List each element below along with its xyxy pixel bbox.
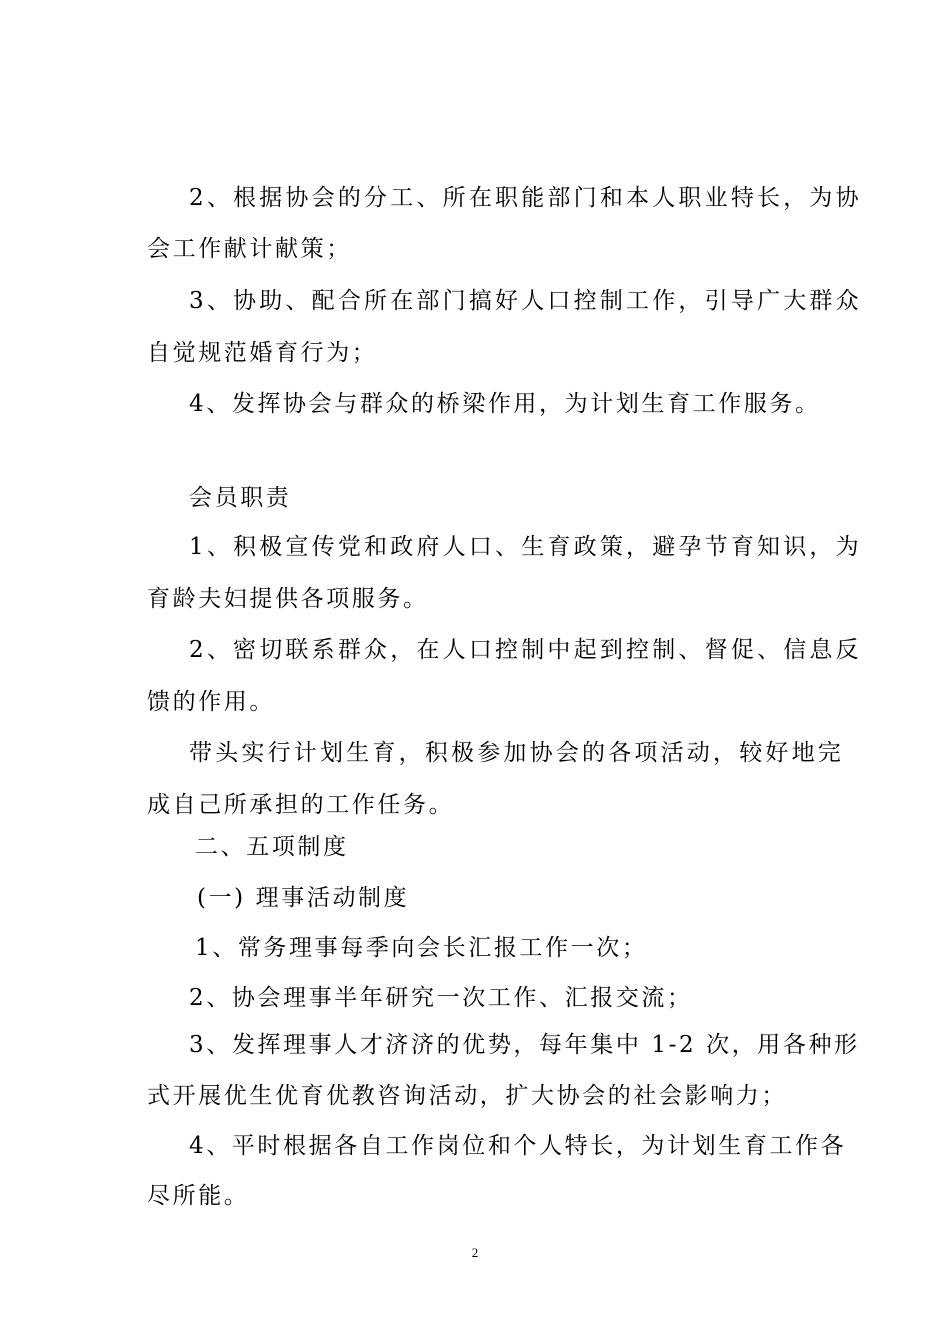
- paragraph-line: 2、协会理事半年研究一次工作、汇报交流；: [189, 985, 693, 1011]
- paragraph-line: 1、常务理事每季向会长汇报工作一次；: [195, 935, 648, 961]
- subsection-heading: (一) 理事活动制度: [197, 885, 410, 911]
- paragraph-line: 自觉规范婚育行为；: [147, 340, 378, 366]
- paragraph-line: 2、根据协会的分工、所在职能部门和本人职业特长，为协: [189, 185, 862, 211]
- paragraph-line: 带头实行计划生育，积极参加协会的各项活动，较好地完: [189, 740, 844, 766]
- paragraph-line: 1、积极宣传党和政府人口、生育政策，避孕节育知识，为: [189, 534, 862, 560]
- paragraph-line: 3、发挥理事人才济济的优势，每年集中 1-2 次，用各种形: [189, 1032, 860, 1058]
- section-heading: 二、五项制度: [195, 834, 349, 860]
- paragraph-line: 馈的作用。: [147, 689, 275, 715]
- paragraph-line: 式开展优生优育优教咨询活动，扩大协会的社会影响力；: [147, 1083, 787, 1109]
- paragraph-line: 3、协助、配合所在部门搞好人口控制工作，引导广大群众: [189, 288, 862, 314]
- section-heading: 会员职责: [189, 485, 292, 511]
- paragraph-line: 成自己所承担的工作任务。: [147, 792, 455, 818]
- paragraph-line: 育龄夫妇提供各项服务。: [147, 586, 429, 612]
- paragraph-line: 4、发挥协会与群众的桥梁作用，为计划生育工作服务。: [189, 391, 821, 417]
- paragraph-line: 4、平时根据各自工作岗位和个人特长，为计划生育工作各: [189, 1133, 847, 1159]
- paragraph-line: 会工作献计献策；: [147, 236, 352, 262]
- paragraph-line: 2、密切联系群众，在人口控制中起到控制、督促、信息反: [189, 637, 862, 663]
- paragraph-line: 尽所能。: [147, 1183, 250, 1209]
- page-number: 2: [471, 1245, 479, 1260]
